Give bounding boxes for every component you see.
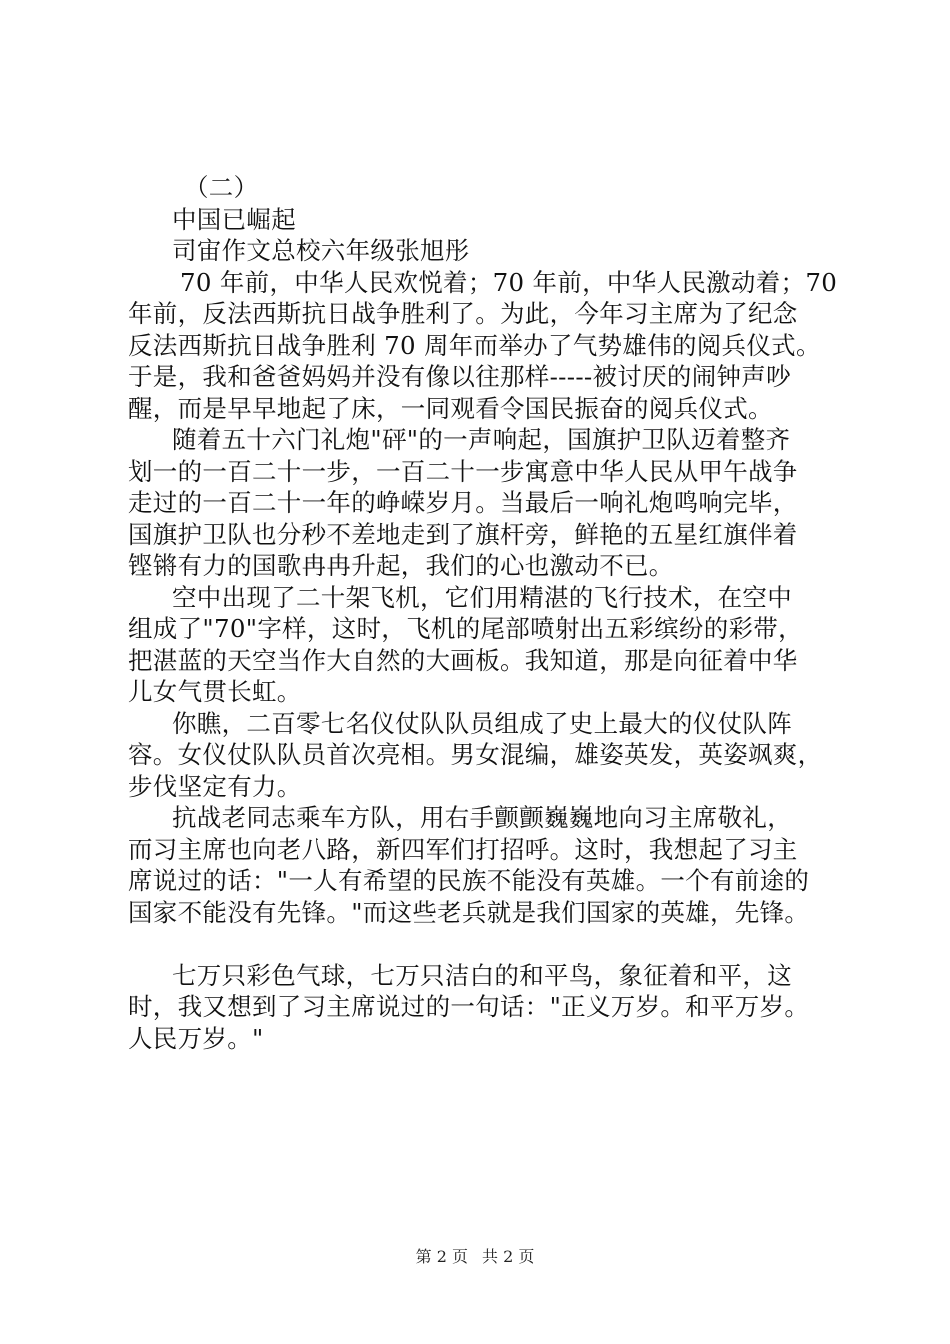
paragraph-line: 于是，我和爸爸妈妈并没有像以往那样-----被讨厌的闹钟声吵 [128,362,791,391]
paragraph-line: 反法西斯抗日战争胜利 70 周年而举办了气势雄伟的阅兵仪式。 [128,330,821,360]
paragraph-5 [128,802,834,928]
paragraph-line: 划一的一百二十一步，一百二十一步寓意中华人民从甲午战争 [128,456,798,486]
paragraph-line: 而习主席也向老八路，新四军们打招呼。这时，我想起了习主 [128,834,798,864]
paragraph-line: 儿女气贯长虹。 [128,677,302,706]
paragraph-line: 时，我又想到了习主席说过的一句话："正义万岁。和平万岁。 [128,992,810,1021]
paragraph-line: 组成了"70"字样，这时，飞机的尾部喷射出五彩缤纷的彩带， [128,614,803,643]
paragraph-line: 步伐坚定有力。 [128,771,302,801]
paragraph-line: 抗战老同志乘车方队，用右手颤颤巍巍地向习主席敬礼， [172,803,792,832]
paragraph-1 [128,267,838,425]
paragraph-line: 国旗护卫队也分秒不差地走到了旗杆旁，鲜艳的五星红旗伴着 [128,519,798,549]
paragraph-line: 你瞧，二百零七名仪仗队队员组成了史上最大的仪仗队阵 [172,708,792,738]
paragraph-line: 把湛蓝的天空当作大自然的大画板。我知道，那是向征着中华 [128,645,798,675]
page-number: 第 2 页 [415,1247,468,1266]
section-marker: （二） [184,173,259,202]
page-total: 共 2 页 [482,1247,535,1266]
document-title: 中国已崛起 [172,204,296,234]
paragraph-spacer [128,928,834,960]
paragraph-line: 醒，而是早早地起了床，一同观看令国民振奋的阅兵仪式。 [128,393,773,423]
document-body [128,172,838,1054]
paragraph-6 [128,960,834,1055]
paragraph-line: 席说过的话："一人有希望的民族不能没有英雄。一个有前途的 [128,866,810,895]
paragraph-line: 容。女仪仗队队员首次亮相。男女混编，雄姿英发，英姿飒爽， [128,740,823,769]
paragraph-line: 人民万岁。" [128,1023,264,1053]
paragraph-4 [128,708,834,803]
paragraph-line: 70 年前，中华人民欢悦着；70 年前，中华人民激动着；70 [180,267,838,297]
paragraph-line: 七万只彩色气球，七万只洁白的和平鸟，象征着和平，这 [172,960,792,990]
paragraph-line: 铿锵有力的国歌冉冉升起，我们的心也激动不已。 [128,551,674,580]
paragraph-line: 空中出现了二十架飞机，它们用精湛的飞行技术，在空中 [172,582,792,612]
paragraph-3 [128,582,834,708]
paragraph-line: 国家不能没有先锋。"而这些老兵就是我们国家的英雄，先锋。 [128,897,810,927]
paragraph-line: 年前，反法西斯抗日战争胜利了。为此，今年习主席为了纪念 [128,299,798,328]
paragraph-line: 随着五十六门礼炮"砰"的一声响起，国旗护卫队迈着整齐 [172,425,791,454]
page-footer [0,1244,950,1267]
paragraph-2 [128,424,834,582]
paragraph-line: 走过的一百二十一年的峥嵘岁月。当最后一响礼炮鸣响完毕， [128,488,798,517]
author-line: 司宙作文总校六年级张旭彤 [172,236,470,265]
